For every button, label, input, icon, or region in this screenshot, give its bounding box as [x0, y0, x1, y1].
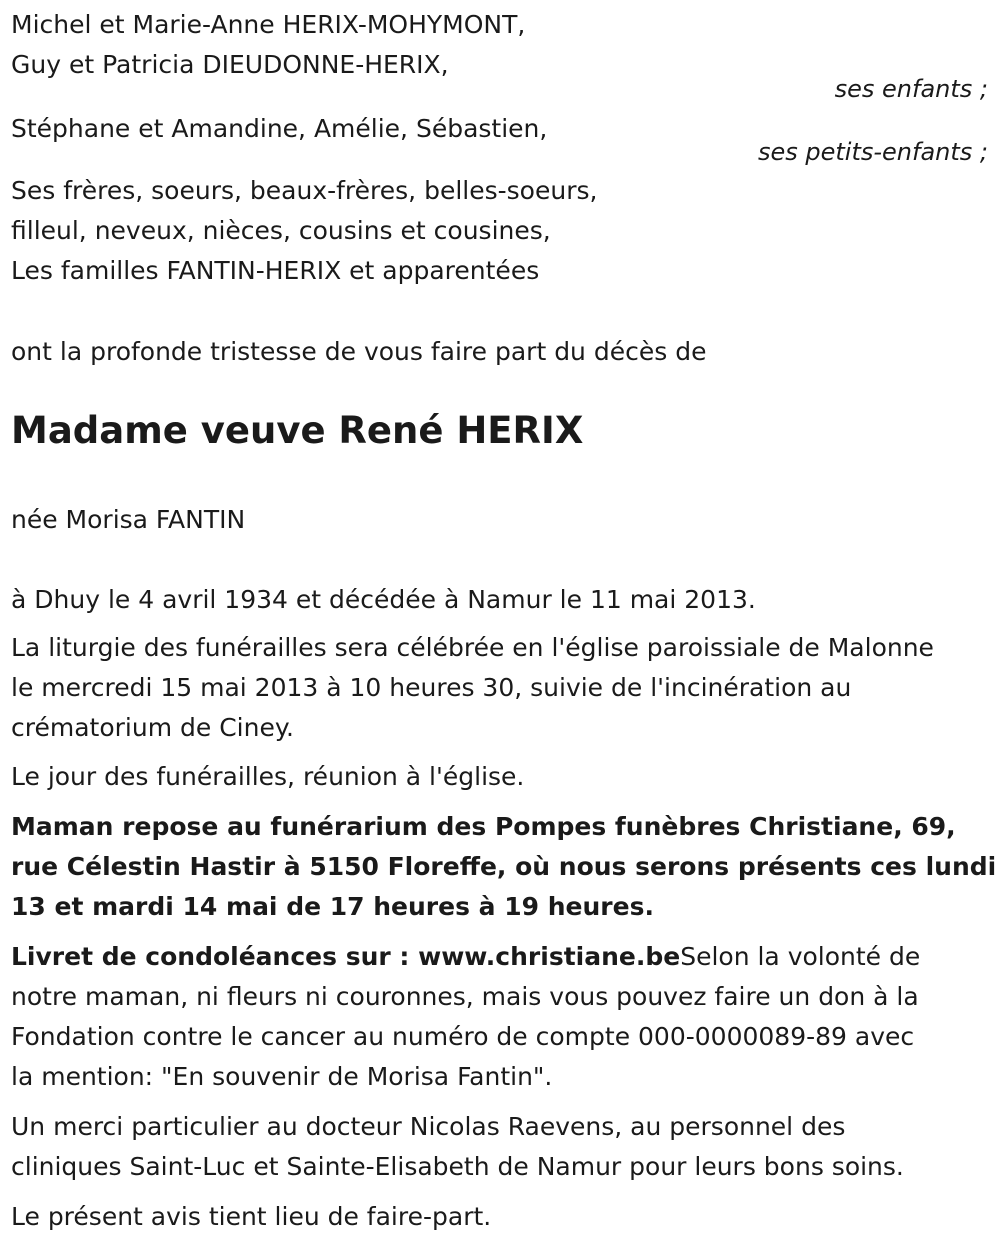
children-role: ses enfants ;: [834, 75, 988, 103]
thanks-line-2: cliniques Saint-Luc et Sainte-Elisabeth de Namur pour leurs bons soins.: [11, 1152, 904, 1181]
children-line-1: Michel et Marie-Anne HERIX-MOHYMONT,: [11, 10, 526, 39]
maiden-name: née Morisa FANTIN: [11, 505, 246, 534]
relatives-line-2: filleul, neveux, nièces, cousins et cousines,: [11, 216, 551, 245]
children-line-2: Guy et Patricia DIEUDONNE-HERIX,: [11, 50, 449, 79]
funerarium-line-3: 13 et mardi 14 mai de 17 heures à 19 heures.: [11, 892, 654, 921]
reunion-line: Le jour des funérailles, réunion à l'église.: [11, 762, 525, 791]
thanks-line-1: Un merci particulier au docteur Nicolas Raevens, au personnel des: [11, 1112, 846, 1141]
condolences-line: [11, 937, 920, 977]
grandchildren-role: ses petits-enfants ;: [757, 138, 988, 166]
announcement-line: ont la profonde tristesse de vous faire part du décès de: [11, 337, 707, 366]
closing-line: Le présent avis tient lieu de faire-part.: [11, 1202, 492, 1231]
funerarium-line-1: Maman repose au funérarium des Pompes funèbres Christiane, 69,: [11, 812, 956, 841]
condolences-continuation: Selon la volonté de: [680, 942, 921, 971]
deceased-name: Madame veuve René HERIX: [11, 409, 584, 452]
donation-line-3: la mention: "En souvenir de Morisa Fantin".: [11, 1062, 553, 1091]
condolences-link-text: Livret de condoléances sur : www.christiane.be: [11, 942, 681, 971]
grandchildren-line: Stéphane et Amandine, Amélie, Sébastien,: [11, 114, 548, 143]
relatives-line-3: Les familles FANTIN-HERIX et apparentées: [11, 256, 540, 285]
liturgy-line-2: le mercredi 15 mai 2013 à 10 heures 30, suivie de l'incinération au: [11, 673, 852, 702]
liturgy-line-1: La liturgie des funérailles sera célébrée en l'église paroissiale de Malonne: [11, 633, 934, 662]
donation-line-2: Fondation contre le cancer au numéro de compte 000-0000089-89 avec: [11, 1022, 915, 1051]
birth-death-dates: à Dhuy le 4 avril 1934 et décédée à Namur le 11 mai 2013.: [11, 585, 756, 614]
relatives-line-1: Ses frères, soeurs, beaux-frères, belles-soeurs,: [11, 176, 598, 205]
liturgy-line-3: crématorium de Ciney.: [11, 713, 294, 742]
donation-line-1: notre maman, ni fleurs ni couronnes, mais vous pouvez faire un don à la: [11, 982, 919, 1011]
funerarium-line-2: rue Célestin Hastir à 5150 Floreffe, où nous serons présents ces lundi: [11, 852, 997, 881]
